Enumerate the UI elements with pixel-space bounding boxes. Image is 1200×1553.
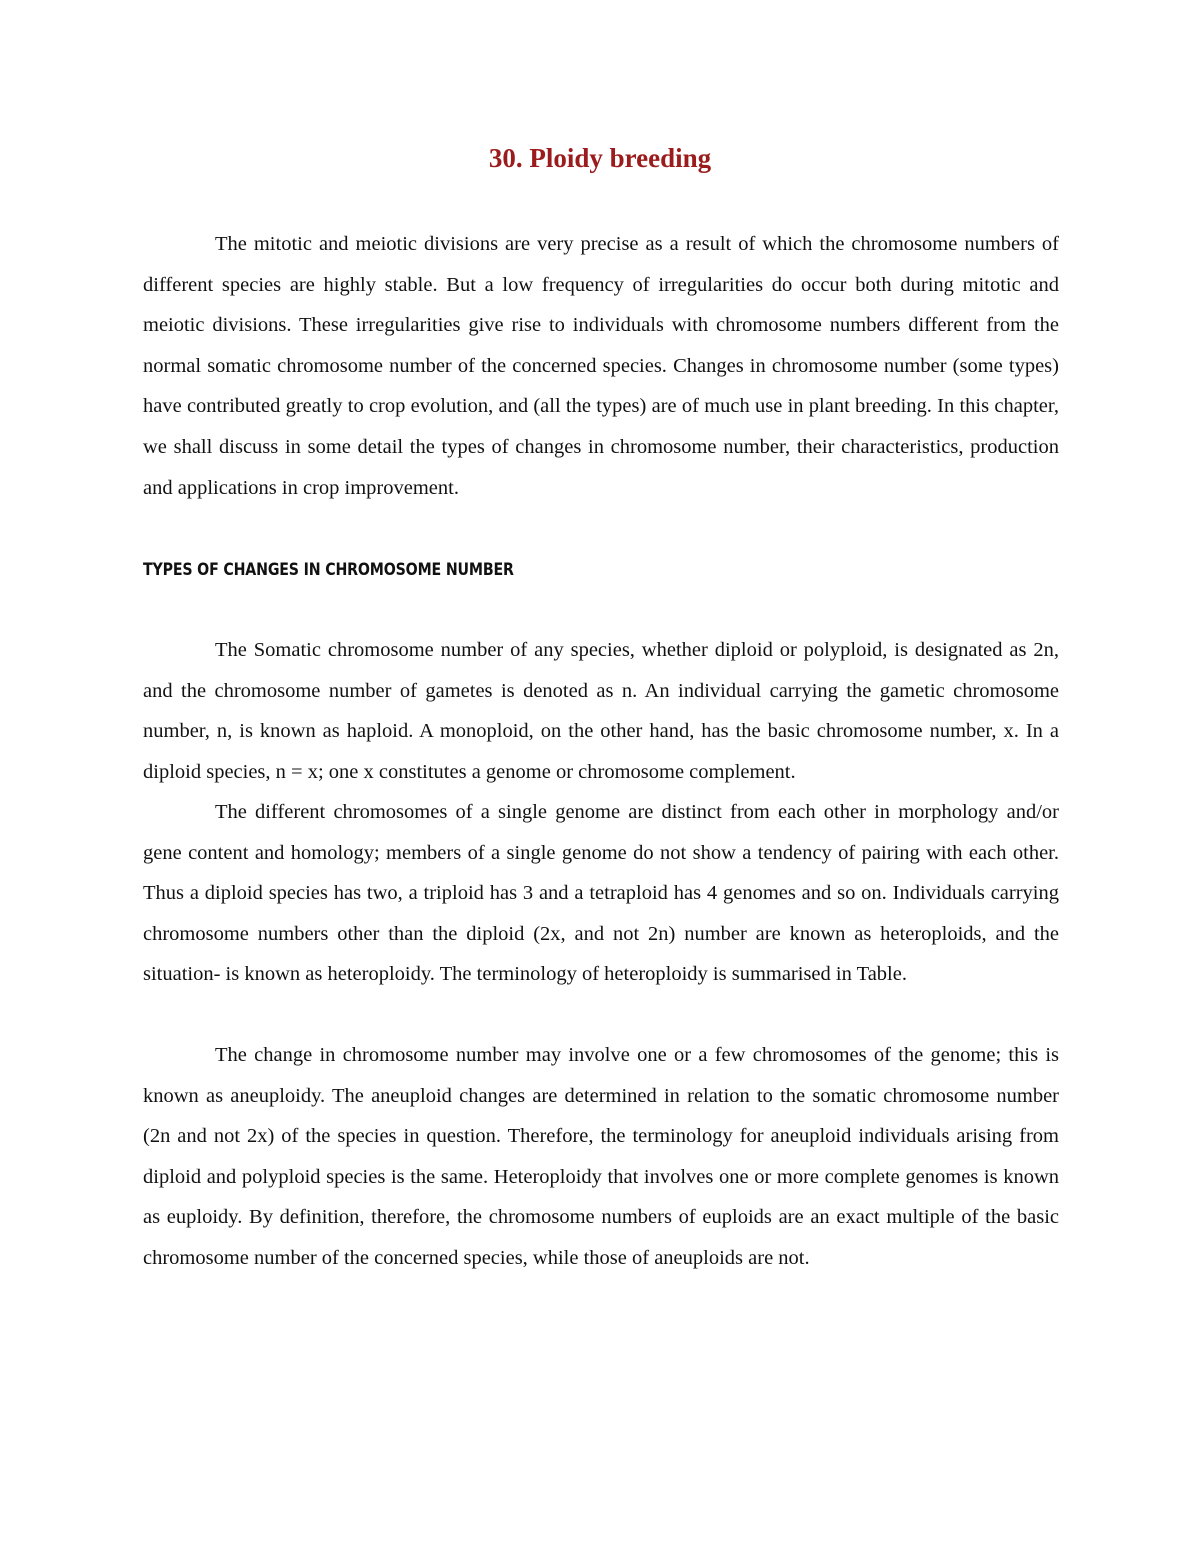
paragraph-aneuploidy: The change in chromosome number may involve one or a few chromosomes of the genome; this is known as aneuploidy. The aneuploid changes are determined in relation to the somatic chromosome number (2n and not 2x) of the species in question. Therefore, the terminology for aneuploid individuals arising from diploid and polyploid species is the same. Heteroploidy that involves one or more complete genomes is known as euploidy. By definition, therefore, the chromosome numbers of euploids are an exact multiple of the basic chromosome number of the concerned species, while those of aneuploids are not. xyxy=(143,1044,1059,1269)
paragraph-intro: The mitotic and meiotic divisions are very precise as a result of which the chromosome numbers of different species are highly stable. But a low frequency of irregularities do occur both during mitotic and meiotic divisions. These irregularities give rise to individuals with chromosome numbers different from the normal somatic chromosome number of the concerned species. Changes in chromosome number (some types) have contributed greatly to crop evolution, and (all the types) are of much use in plant breeding. In this chapter, we shall discuss in some detail the types of changes in chromosome number, their characteristics, production and applications in crop improvement. xyxy=(143,233,1059,499)
paragraph-genomes: The different chromosomes of a single genome are distinct from each other in morphology and/or gene content and homology; members of a single genome do not show a tendency of pairing with each other. Thus a diploid species has two, a triploid has 3 and a tetraploid has 4 genomes and so on. Individuals carrying chromosome numbers other than the diploid (2x, and not 2n) number are known as heteroploids, and the situation- is known as heteroploidy. The terminology of heteroploidy is summarised in Table. xyxy=(143,801,1059,986)
page-title: 30. Ploidy breeding xyxy=(488,143,712,173)
section-heading: TYPES OF CHANGES IN CHROMOSOME NUMBER xyxy=(143,560,514,579)
paragraph-somatic-number: The Somatic chromosome number of any species, whether diploid or polyploid, is designated as 2n, and the chromosome number of gametes is denoted as n. An individual carrying the gametic chromosome number, n, is known as haploid. A monoploid, on the other hand, has the basic chromosome number, x. In a diploid species, n = x; one x constitutes a genome or chromosome complement. xyxy=(143,639,1059,783)
